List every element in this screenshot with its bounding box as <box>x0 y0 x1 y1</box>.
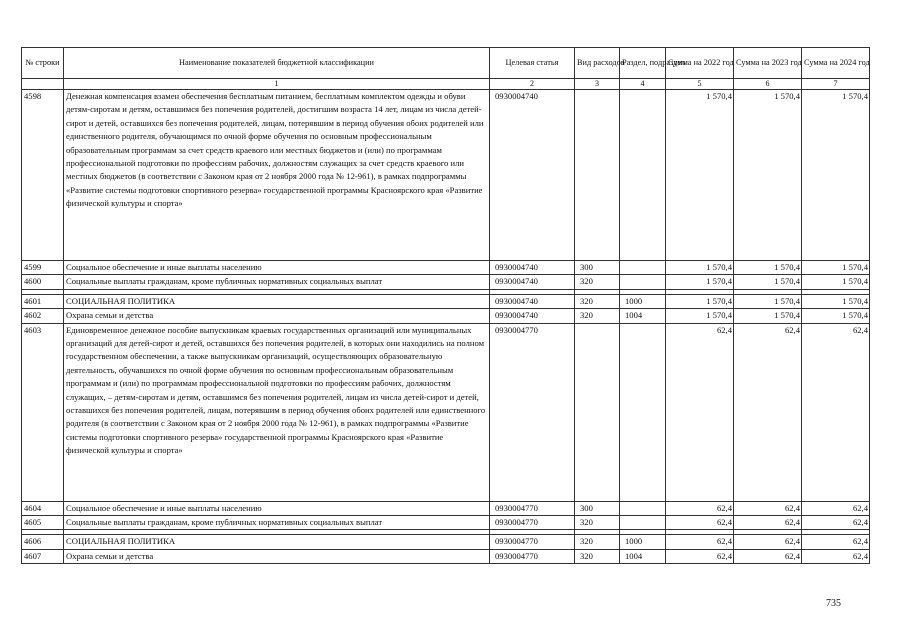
row-exp-type: 300 <box>575 261 620 275</box>
row-target: 0930004770 <box>490 549 575 563</box>
row-name: Социальные выплаты гражданам, кроме публичных нормативных социальных выплат <box>64 275 490 289</box>
row-number: 4603 <box>22 323 64 501</box>
table-row <box>22 535 870 549</box>
table-row <box>22 294 870 308</box>
column-number: 2 <box>490 79 575 90</box>
row-sum-2023: 62,4 <box>734 501 802 515</box>
table-row <box>22 261 870 275</box>
row-sum-2023: 1 570,4 <box>734 294 802 308</box>
header-target: Целевая статья <box>490 48 575 79</box>
row-sum-2024: 1 570,4 <box>802 261 870 275</box>
row-sum-2023: 62,4 <box>734 323 802 501</box>
row-sum-2023: 62,4 <box>734 549 802 563</box>
row-target: 0930004740 <box>490 294 575 308</box>
row-sum-2023: 1 570,4 <box>734 309 802 323</box>
column-number: 7 <box>802 79 870 90</box>
header-exp-type: Вид расходов <box>575 48 620 79</box>
column-number: 4 <box>620 79 666 90</box>
row-sum-2024: 1 570,4 <box>802 294 870 308</box>
column-number: 1 <box>64 79 490 90</box>
row-exp-type: 320 <box>575 516 620 530</box>
row-name: Социальное обеспечение и иные выплаты населению <box>64 261 490 275</box>
row-number: 4606 <box>22 535 64 549</box>
table-row <box>22 275 870 289</box>
row-sum-2023: 62,4 <box>734 516 802 530</box>
row-section: 1000 <box>620 294 666 308</box>
row-section <box>620 261 666 275</box>
row-number: 4601 <box>22 294 64 308</box>
row-sum-2022: 1 570,4 <box>666 294 734 308</box>
row-sum-2022: 1 570,4 <box>666 309 734 323</box>
table-row <box>22 323 870 501</box>
row-sum-2024: 62,4 <box>802 549 870 563</box>
row-section <box>620 501 666 515</box>
row-sum-2022: 1 570,4 <box>666 90 734 261</box>
table-row <box>22 501 870 515</box>
row-exp-type: 320 <box>575 549 620 563</box>
row-target: 0930004740 <box>490 309 575 323</box>
header-row <box>22 48 870 79</box>
header-name: Наименование показателей бюджетной классификации <box>64 48 490 79</box>
row-number: 4598 <box>22 90 64 261</box>
row-sum-2022: 62,4 <box>666 516 734 530</box>
row-sum-2023: 1 570,4 <box>734 275 802 289</box>
column-number <box>22 79 64 90</box>
row-number: 4602 <box>22 309 64 323</box>
row-sum-2024: 62,4 <box>802 501 870 515</box>
row-sum-2023: 62,4 <box>734 535 802 549</box>
page-number: 735 <box>826 598 841 609</box>
header-section: Раздел, подраздел <box>620 48 666 79</box>
row-exp-type: 320 <box>575 535 620 549</box>
row-sum-2024: 1 570,4 <box>802 275 870 289</box>
row-target: 0930004770 <box>490 516 575 530</box>
row-section <box>620 323 666 501</box>
row-name: СОЦИАЛЬНАЯ ПОЛИТИКА <box>64 535 490 549</box>
row-section: 1004 <box>620 309 666 323</box>
budget-table <box>21 47 870 564</box>
header-sum-2023: Сумма на 2023 год <box>734 48 802 79</box>
row-number: 4600 <box>22 275 64 289</box>
row-target: 0930004740 <box>490 275 575 289</box>
row-exp-type: 300 <box>575 501 620 515</box>
row-sum-2022: 1 570,4 <box>666 275 734 289</box>
row-section <box>620 275 666 289</box>
row-name: Социальное обеспечение и иные выплаты населению <box>64 501 490 515</box>
row-name: Социальные выплаты гражданам, кроме публичных нормативных социальных выплат <box>64 516 490 530</box>
row-sum-2022: 62,4 <box>666 549 734 563</box>
row-section: 1000 <box>620 535 666 549</box>
row-sum-2022: 62,4 <box>666 535 734 549</box>
row-sum-2024: 1 570,4 <box>802 309 870 323</box>
column-numbers-row <box>22 79 870 90</box>
row-exp-type: 320 <box>575 294 620 308</box>
row-target: 0930004740 <box>490 261 575 275</box>
header-sum-2024: Сумма на 2024 год <box>802 48 870 79</box>
row-target: 0930004770 <box>490 535 575 549</box>
row-sum-2024: 62,4 <box>802 323 870 501</box>
row-target: 0930004740 <box>490 90 575 261</box>
header-sum-2022: Сумма на 2022 год <box>666 48 734 79</box>
table-row <box>22 309 870 323</box>
row-sum-2022: 62,4 <box>666 323 734 501</box>
row-section: 1004 <box>620 549 666 563</box>
row-target: 0930004770 <box>490 323 575 501</box>
row-sum-2024: 1 570,4 <box>802 90 870 261</box>
row-name: СОЦИАЛЬНАЯ ПОЛИТИКА <box>64 294 490 308</box>
column-number: 5 <box>666 79 734 90</box>
row-name: Охрана семьи и детства <box>64 309 490 323</box>
row-exp-type <box>575 90 620 261</box>
row-section <box>620 90 666 261</box>
row-exp-type: 320 <box>575 309 620 323</box>
row-name: Охрана семьи и детства <box>64 549 490 563</box>
column-number: 3 <box>575 79 620 90</box>
row-sum-2023: 1 570,4 <box>734 261 802 275</box>
table-row <box>22 516 870 530</box>
row-name: Единовременное денежное пособие выпускникам краевых государственных организаций или муниципальных организаций для детей-сирот и детей, оставшихся без попечения родителей, в которых они находились на полном государственном обеспечении, а также выпускникам организаций, осуществляющих образовательную деятельность, обучавшихся по очной форме обучения по основным профессиональным образовательным программам и (или) по программам профессиональной подготовки по профессиям рабочих, должностям служащих, – детям-сиротам и детям, оставшимся без попечения родителей, лицам из числа детей-сирот и детей, оставшихся без попечения родителей, лицам, потерявшим в период обучения обоих родителей или единственного родителя (в соответствии с Законом края от 2 ноября 2000 года № 12-961), в рамках подпрограммы «Развитие системы подготовки спортивного резерва» государственной программы Красноярского края «Развитие физической культуры и спорта» <box>64 323 490 501</box>
row-exp-type: 320 <box>575 275 620 289</box>
row-number: 4605 <box>22 516 64 530</box>
row-number: 4604 <box>22 501 64 515</box>
table-row <box>22 549 870 563</box>
row-section <box>620 516 666 530</box>
budget-table-sheet <box>21 47 869 564</box>
row-name: Денежная компенсация взамен обеспечения бесплатным питанием, бесплатным комплектом одежды и обуви детям-сиротам и детям, оставшимся без попечения родителей, достигшим возраста 14 лет, лицам из числа детей-сирот и детей, оставшихся без попечения родителей, лицам, потерявшим в период обучения обоих родителей или единственного родителя, обучающимся по очной форме обучения по основным профессиональным образовательным программам за счет средств краевого или местных бюджетов и (или) по программам профессиональной подготовки по профессиям рабочих, должностям служащих за счет средств краевого или местных бюджетов (в соответствии с Законом края от 2 ноября 2000 года № 12-961), в рамках подпрограммы «Развитие системы подготовки спортивного резерва» государственной программы Красноярского края «Развитие физической культуры и спорта» <box>64 90 490 261</box>
row-sum-2024: 62,4 <box>802 535 870 549</box>
row-sum-2023: 1 570,4 <box>734 90 802 261</box>
column-number: 6 <box>734 79 802 90</box>
row-sum-2022: 1 570,4 <box>666 261 734 275</box>
table-row <box>22 90 870 261</box>
row-sum-2022: 62,4 <box>666 501 734 515</box>
row-number: 4599 <box>22 261 64 275</box>
row-sum-2024: 62,4 <box>802 516 870 530</box>
header-row-no: № строки <box>22 48 64 79</box>
row-target: 0930004770 <box>490 501 575 515</box>
row-number: 4607 <box>22 549 64 563</box>
row-exp-type <box>575 323 620 501</box>
